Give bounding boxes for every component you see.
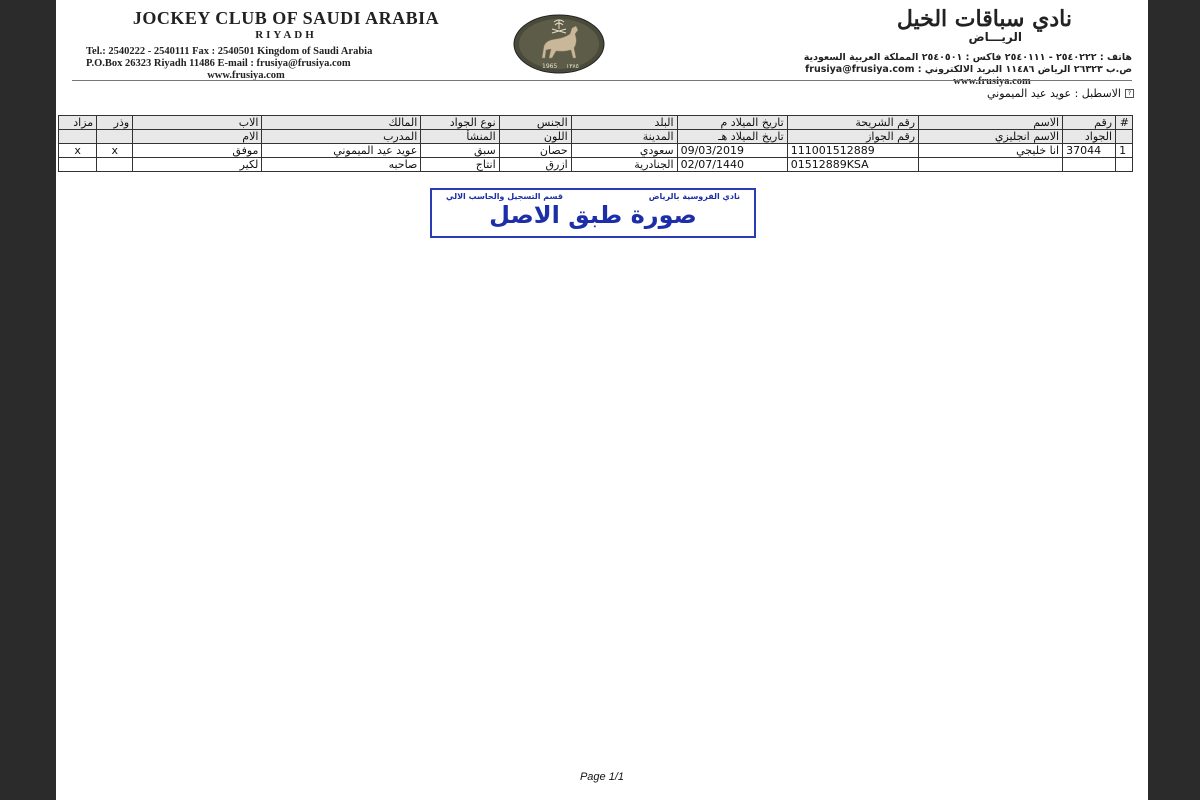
table-cell — [97, 158, 133, 172]
table-header-cell: رقم الجواز — [787, 130, 918, 144]
table-row — [59, 158, 1133, 172]
table-cell — [919, 158, 1063, 172]
table-cell: x — [97, 144, 133, 158]
table-header-cell: المدينة — [571, 130, 677, 144]
table-header-cell: # — [1116, 116, 1133, 130]
table-cell: ازرق — [499, 158, 571, 172]
stamp-org-name: نادي الفروسية بالرياض — [648, 192, 740, 201]
table-header-cell: المالك — [262, 116, 421, 130]
table-header-cell: المنشأ — [421, 130, 499, 144]
table-cell: حصان — [499, 144, 571, 158]
arabic-website: www.frusiya.com — [953, 76, 1031, 87]
checkbox-icon: ? — [1125, 89, 1134, 98]
table-header-cell: رقم الشريحة — [787, 116, 918, 130]
table-header-cell: الجواد — [1063, 130, 1116, 144]
table-header-cell: الاسم — [919, 116, 1063, 130]
table-cell: سعودي — [571, 144, 677, 158]
table-cell: 111001512889 — [787, 144, 918, 158]
table-header-cell: مزاد — [59, 116, 97, 130]
table-header-cell — [59, 130, 97, 144]
english-contact-line-1: Tel.: 2540222 - 2540111 Fax : 2540501 Kingdom of Saudi Arabia — [86, 46, 373, 57]
document-page — [56, 0, 1148, 800]
english-contact-line-2: P.O.Box 26323 Riyadh 11486 E-mail : frusiya@frusiya.com — [86, 58, 351, 69]
logo-year-left: 1965 — [542, 63, 558, 70]
table-cell — [1116, 158, 1133, 172]
stamp-department: قسم التسجيل والحاسب الالي — [446, 192, 563, 201]
stable-label: الاسطبل : عويد عيد الميموني — [986, 87, 1121, 100]
english-letterhead — [86, 8, 486, 82]
table-cell — [1063, 158, 1116, 172]
stable-line — [987, 87, 1134, 100]
english-club-name: JOCKEY CLUB OF SAUDI ARABIA — [132, 8, 440, 28]
table-header-cell: الاب — [133, 116, 262, 130]
club-logo-emblem — [512, 14, 606, 74]
arabic-club-name: نادي سباقات الخيل — [896, 6, 1072, 32]
table-cell: 1 — [1116, 144, 1133, 158]
table-cell: لكير — [133, 158, 262, 172]
table-cell: 09/03/2019 — [677, 144, 787, 158]
table-cell: سبق — [421, 144, 499, 158]
header-divider — [72, 80, 1132, 81]
table-header-cell: تاريخ الميلاد هـ — [677, 130, 787, 144]
table-header-cell: البلد — [571, 116, 677, 130]
table-cell — [59, 158, 97, 172]
table-header-cell: تاريخ الميلاد م — [677, 116, 787, 130]
table-header-cell — [1116, 130, 1133, 144]
certified-copy-stamp — [430, 188, 756, 238]
table-header-cell: وذر — [97, 116, 133, 130]
english-city: RIYADH — [255, 29, 317, 41]
table-cell: الجنادرية — [571, 158, 677, 172]
table-cell: 01512889KSA — [787, 158, 918, 172]
table-header-row — [59, 116, 1133, 130]
english-website: www.frusiya.com — [207, 70, 285, 81]
logo-year-right: ١٣٨٥ — [566, 63, 579, 70]
table-header-cell: نوع الجواد — [421, 116, 499, 130]
table-cell: انا خليجي — [919, 144, 1063, 158]
table-header-cell: الجنس — [499, 116, 571, 130]
table-header-cell: المدرب — [262, 130, 421, 144]
table-cell: 37044 — [1063, 144, 1116, 158]
table-header-row — [59, 130, 1133, 144]
arabic-letterhead — [772, 6, 1132, 88]
table-cell: صاحبه — [262, 158, 421, 172]
horse-table — [58, 115, 1133, 172]
table-header-cell: رقم — [1063, 116, 1116, 130]
table-header-cell — [97, 130, 133, 144]
table-header-cell: اللون — [499, 130, 571, 144]
arabic-city: الريـــاض — [968, 30, 1022, 44]
table-cell: عويد عيد الميموني — [262, 144, 421, 158]
table-cell: 02/07/1440 — [677, 158, 787, 172]
stamp-main-text: صورة طبق الاصل — [489, 201, 697, 229]
arabic-contact-line-1: هاتف : ٢٥٤٠٢٢٢ - ٢٥٤٠١١١ فاكس : ٢٥٤٠٥٠١ المملكة العربية السعودية — [803, 52, 1132, 63]
table-cell: انتاج — [421, 158, 499, 172]
table-header-cell: الام — [133, 130, 262, 144]
table-header-cell: الاسم انجليزي — [919, 130, 1063, 144]
table-cell: x — [59, 144, 97, 158]
table-row — [59, 144, 1133, 158]
arabic-contact-line-2: ص.ب ٢٦٣٢٣ الرياض ١١٤٨٦ البريد الالكتروني : frusiya@frusiya.com — [805, 64, 1132, 75]
table-cell: موفق — [133, 144, 262, 158]
page-number: Page 1/1 — [579, 771, 625, 783]
